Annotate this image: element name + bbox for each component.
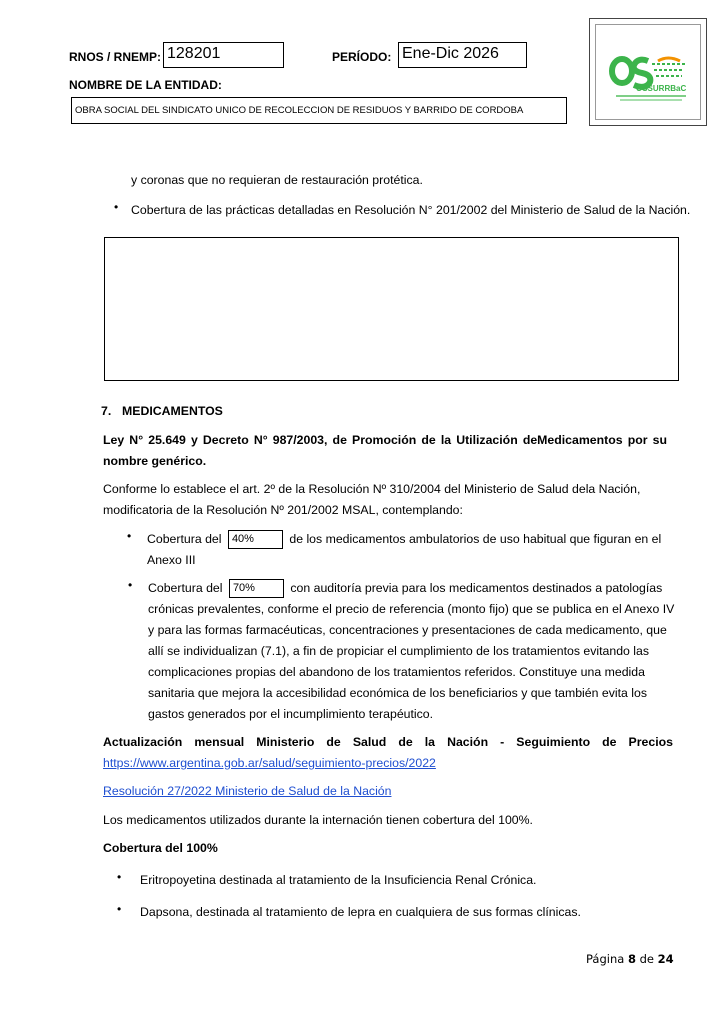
page-number [586, 952, 674, 966]
cov100-item: Dapsona, destinada al tratamiento de lepra en cualquiera de sus formas clínicas. [140, 905, 581, 919]
law-text: Ley N° 25.649 y Decreto N° 987/2003, de Promoción de la Utilización deMedicamentos por su nombre genérico. [103, 433, 667, 468]
coverage-40-line2: Anexo III [147, 553, 196, 567]
coverage-70-line: complicaciones propias del abandono de los tratamientos referidos. Constituye una medida [148, 665, 645, 679]
page-label: Página [586, 952, 625, 966]
ossurrbac-logo-icon [596, 25, 700, 119]
intro-line-2: modificatoria de la Resolución Nº 201/2002 MSAL, contemplando: [103, 503, 463, 517]
empty-text-area[interactable] [104, 237, 679, 381]
coverage-70-line: crónicas prevalentes, conforme el precio de referencia (monto fijo) que se publica en el Anexo IV [148, 602, 675, 616]
coverage-70-field[interactable]: 70% [229, 579, 284, 598]
internacion-text: Los medicamentos utilizados durante la internación tienen cobertura del 100%. [103, 813, 533, 827]
coverage-40 [147, 529, 661, 550]
logo [595, 24, 701, 120]
bullet-icon: • [117, 902, 122, 916]
page-total: 24 [657, 952, 674, 966]
update-title: Actualización mensual Ministerio de Salud de la Nación - Seguimiento de Precios [103, 735, 673, 749]
bullet-icon: • [117, 870, 122, 884]
rnos-label: RNOS / RNEMP: [69, 50, 162, 64]
coverage-70-line: allí se individualizan (7.1), a fin de propiciar el cumplimiento de los tratamientos evitando las [148, 644, 650, 658]
continuation-text: y coronas que no requieran de restauración protética. [131, 173, 423, 187]
entity-field[interactable]: OBRA SOCIAL DEL SINDICATO UNICO DE RECOLECCION DE RESIDUOS Y BARRIDO DE CORDOBA [71, 97, 567, 124]
coverage-40-field[interactable]: 40% [228, 530, 283, 549]
intro-line-1: Conforme lo establece el art. 2º de la Resolución Nº 310/2004 del Ministerio de Salud dela Nación, [103, 482, 641, 496]
coverage-40-pre: Cobertura del [147, 532, 222, 546]
svg-text:OSSURRBaC: OSSURRBaC [636, 84, 687, 93]
rnos-field[interactable]: 128201 [163, 42, 284, 68]
bullet-icon: • [128, 578, 133, 592]
coverage-70-line: y para las formas farmacéuticas, concentraciones y presentaciones de cada medicamento, que [148, 623, 667, 637]
cov100-title: Cobertura del 100% [103, 841, 218, 855]
coverage-70-pre: Cobertura del [148, 581, 223, 595]
page-current: 8 [627, 952, 636, 966]
entity-label: NOMBRE DE LA ENTIDAD: [69, 78, 222, 92]
coverage-70-line: gastos generados por el incumplimiento terapéutico. [148, 707, 434, 721]
bullet-text: Cobertura de las prácticas detalladas en Resolución N° 201/2002 del Ministerio de Salud de la Nación. [131, 203, 691, 217]
update-link[interactable]: https://www.argentina.gob.ar/salud/seguimiento-precios/2022 [103, 756, 436, 770]
page-of: de [639, 952, 654, 966]
coverage-70-line: sanitaria que mejora la accesibilidad económica de los beneficiarios y que también evita los [148, 686, 647, 700]
logo-box [589, 18, 707, 126]
period-label: PERÍODO: [332, 50, 392, 64]
period-field[interactable]: Ene-Dic 2026 [398, 42, 527, 68]
coverage-70 [148, 578, 662, 599]
resolution-link[interactable]: Resolución 27/2022 Ministerio de Salud de la Nación [103, 784, 392, 798]
coverage-70-post: con auditoría previa para los medicamentos destinados a patologías [290, 581, 663, 595]
bullet-icon: • [127, 529, 132, 543]
section-number: 7. [101, 404, 112, 418]
section-title: MEDICAMENTOS [122, 404, 223, 418]
coverage-40-post: de los medicamentos ambulatorios de uso habitual que figuran en el [289, 532, 662, 546]
cov100-item: Eritropoyetina destinada al tratamiento de la Insuficiencia Renal Crónica. [140, 873, 537, 887]
bullet-icon: • [114, 200, 119, 214]
